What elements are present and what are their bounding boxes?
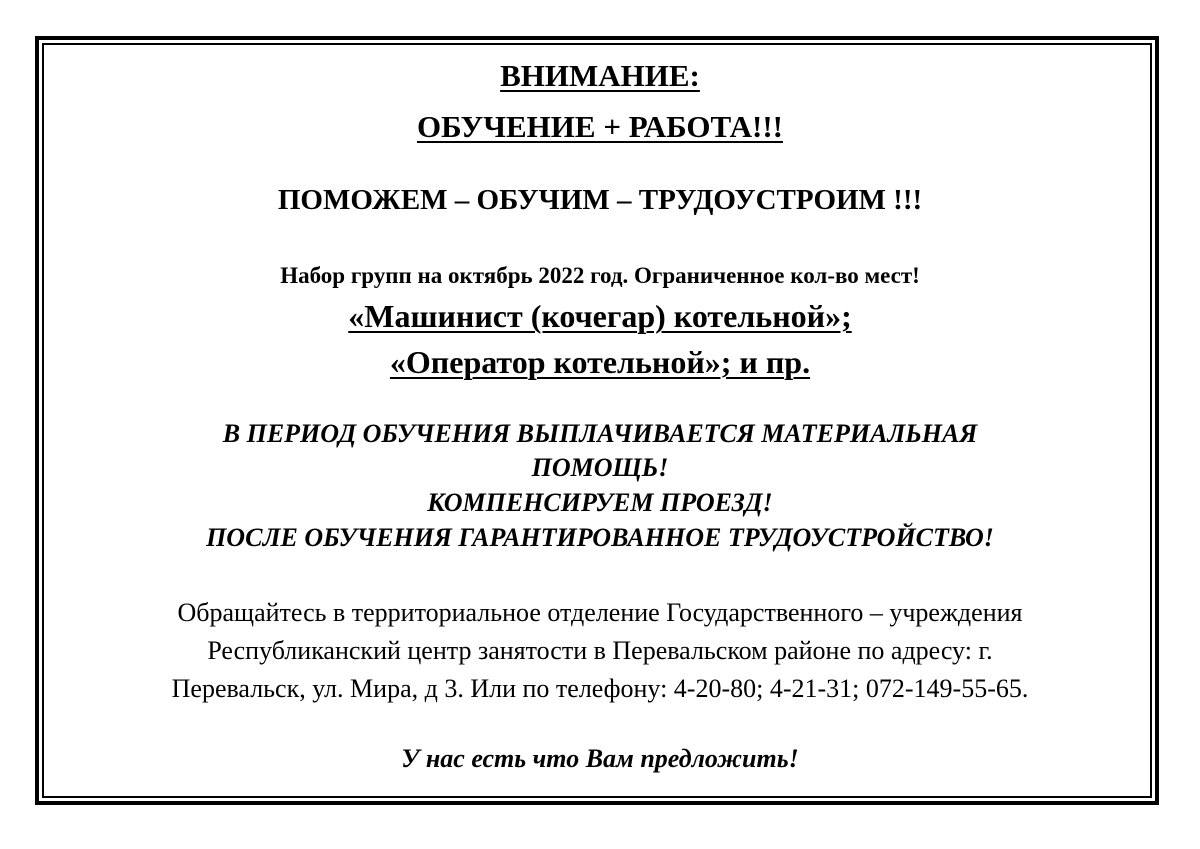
benefit-line-4: ПОСЛЕ ОБУЧЕНИЯ ГАРАНТИРОВАННОЕ ТРУДОУСТРОЙСТВО! [206, 523, 994, 552]
contact-line-3: Перевальск, ул. Мира, д 3. Или по телефону: 4-20-80; 4-21-31; 072-149-55-65. [171, 674, 1029, 703]
profession-operator: «Оператор котельной»; и пр. [389, 344, 811, 380]
benefit-line-1: В ПЕРИОД ОБУЧЕНИЯ ВЫПЛАЧИВАЕТСЯ МАТЕРИАЛЬНАЯ [222, 419, 978, 448]
contact-line-2: Республиканский центр занятости в Перевальском районе по адресу: г. [207, 636, 993, 665]
profession-stoker: «Машинист (кочегар) котельной»; [348, 298, 852, 334]
benefit-line-2: ПОМОЩЬ! [531, 453, 669, 482]
benefit-line-3: КОМПЕНСИРУЕМ ПРОЕЗД! [427, 488, 773, 517]
training-work-heading: ОБУЧЕНИЕ + РАБОТА!!! [416, 109, 783, 144]
contact-line-1: Обращайтесь в территориальное отделение Государственного – учреждения [177, 598, 1023, 627]
slogan: ПОМОЖЕМ – ОБУЧИМ – ТРУДОУСТРОИМ !!! [277, 184, 923, 216]
closing-line: У нас есть что Вам предложить! [401, 744, 799, 773]
recruitment-text: Набор групп на октябрь 2022 год. Ограниченное кол-во мест! [280, 263, 920, 288]
attention-heading: ВНИМАНИЕ: [500, 58, 700, 93]
